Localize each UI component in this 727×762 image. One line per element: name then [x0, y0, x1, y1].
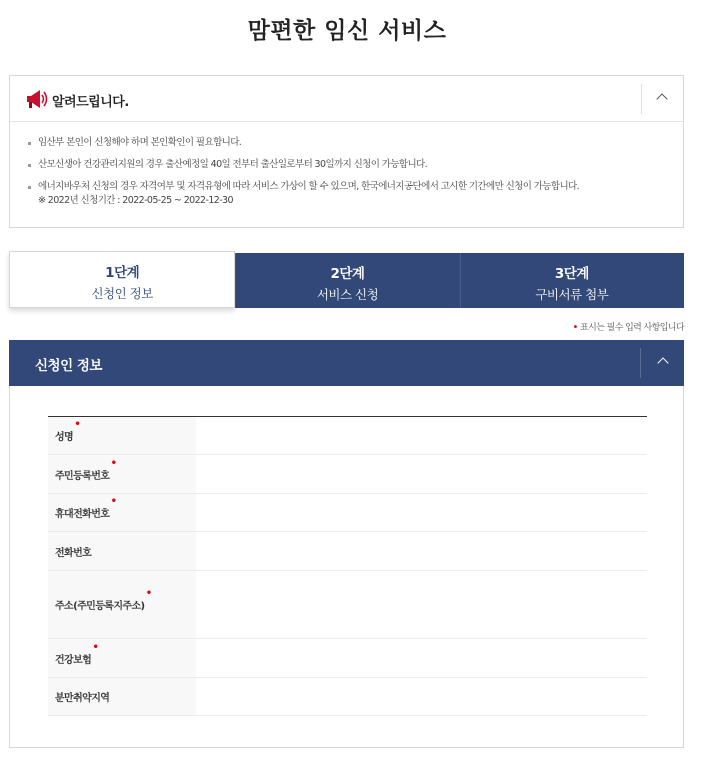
form-label	[48, 417, 196, 454]
phone-field[interactable]	[196, 532, 647, 570]
label-text: 건강보험	[55, 654, 92, 666]
page-title: 맘편한 임신 서비스	[247, 18, 447, 44]
step-indicator	[9, 253, 684, 308]
mobile-phone-field[interactable]	[196, 494, 647, 531]
form-row-health-insurance	[48, 639, 647, 678]
step-number: 2단계	[330, 266, 365, 282]
chevron-up-icon	[656, 93, 667, 104]
form-row-resident-number	[48, 455, 647, 494]
form-row-phone	[48, 532, 647, 571]
step-1[interactable]	[9, 251, 235, 308]
notice-box	[9, 75, 684, 228]
delivery-vulnerable-area-field[interactable]	[196, 678, 647, 715]
step-number: 1단계	[105, 265, 140, 281]
section-collapse-button[interactable]	[640, 348, 684, 378]
required-dot: •	[110, 496, 117, 507]
step-3[interactable]	[460, 253, 684, 308]
form-row-address	[48, 571, 647, 639]
label-text: 성명	[55, 432, 74, 443]
notice-item	[28, 180, 683, 208]
section-header	[9, 340, 684, 386]
notice-item: 임산부 본인이 신청해야 하며 본인확인이 필요합니다.	[28, 136, 683, 150]
form-label	[48, 455, 196, 493]
notice-header	[10, 76, 683, 122]
form-row-delivery-vulnerable-area	[48, 678, 647, 716]
step-2[interactable]	[235, 253, 459, 308]
required-note-text: 표시는 필수 입력 사항입니다	[580, 323, 684, 333]
label-text: 주민등록번호	[55, 470, 110, 482]
required-mark: •	[572, 322, 578, 333]
form-row-mobile	[48, 494, 647, 532]
step-label: 구비서류 첨부	[535, 287, 609, 302]
chevron-up-icon	[657, 357, 668, 368]
notice-item-text: 에너지바우처 신청의 경우 자격여부 및 자격유형에 따라 서비스 가상이 할 수 있으며, 한국에너지공단에서 고시한 기간에만 신청이 가능합니다.	[38, 181, 580, 192]
step-label: 신청인 정보	[91, 286, 153, 301]
resident-number-field[interactable]	[196, 455, 647, 493]
address-field[interactable]	[196, 571, 647, 638]
form-row-name	[48, 417, 647, 455]
label-text: 전화번호	[55, 547, 92, 559]
form-label	[48, 639, 196, 677]
step-label: 서비스 신청	[316, 287, 379, 302]
notice-collapse-button[interactable]	[641, 84, 683, 114]
notice-title: 알려드립니다.	[52, 95, 129, 110]
notice-period: ※ 2022년 신청기간 : 2022-05-25 ~ 2022-12-30	[38, 195, 233, 206]
required-dot: •	[110, 457, 117, 469]
required-dot: •	[74, 419, 81, 430]
required-dot: •	[145, 588, 152, 599]
required-dot: •	[92, 641, 99, 653]
form-label	[48, 532, 196, 570]
applicant-form-table	[48, 416, 647, 716]
form-label	[48, 571, 196, 638]
label-text: 휴대전화번호	[55, 509, 110, 520]
step-number: 3단계	[554, 266, 589, 282]
notice-list	[10, 122, 683, 208]
label-text: 분만취약지역	[55, 693, 110, 704]
required-note	[573, 320, 685, 333]
applicant-info-section	[9, 340, 684, 748]
name-field[interactable]	[196, 417, 647, 454]
health-insurance-field[interactable]	[196, 639, 647, 677]
form-label	[48, 678, 196, 715]
megaphone-icon	[24, 88, 48, 110]
label-text: 주소(주민등록지주소)	[55, 601, 145, 612]
notice-item: 산모신생아 건강관리지원의 경우 출산예정일 40일 전부터 출산일로부터 30일까지 신청이 가능합니다.	[28, 158, 683, 172]
form-label	[48, 494, 196, 531]
section-title: 신청인 정보	[35, 358, 102, 374]
